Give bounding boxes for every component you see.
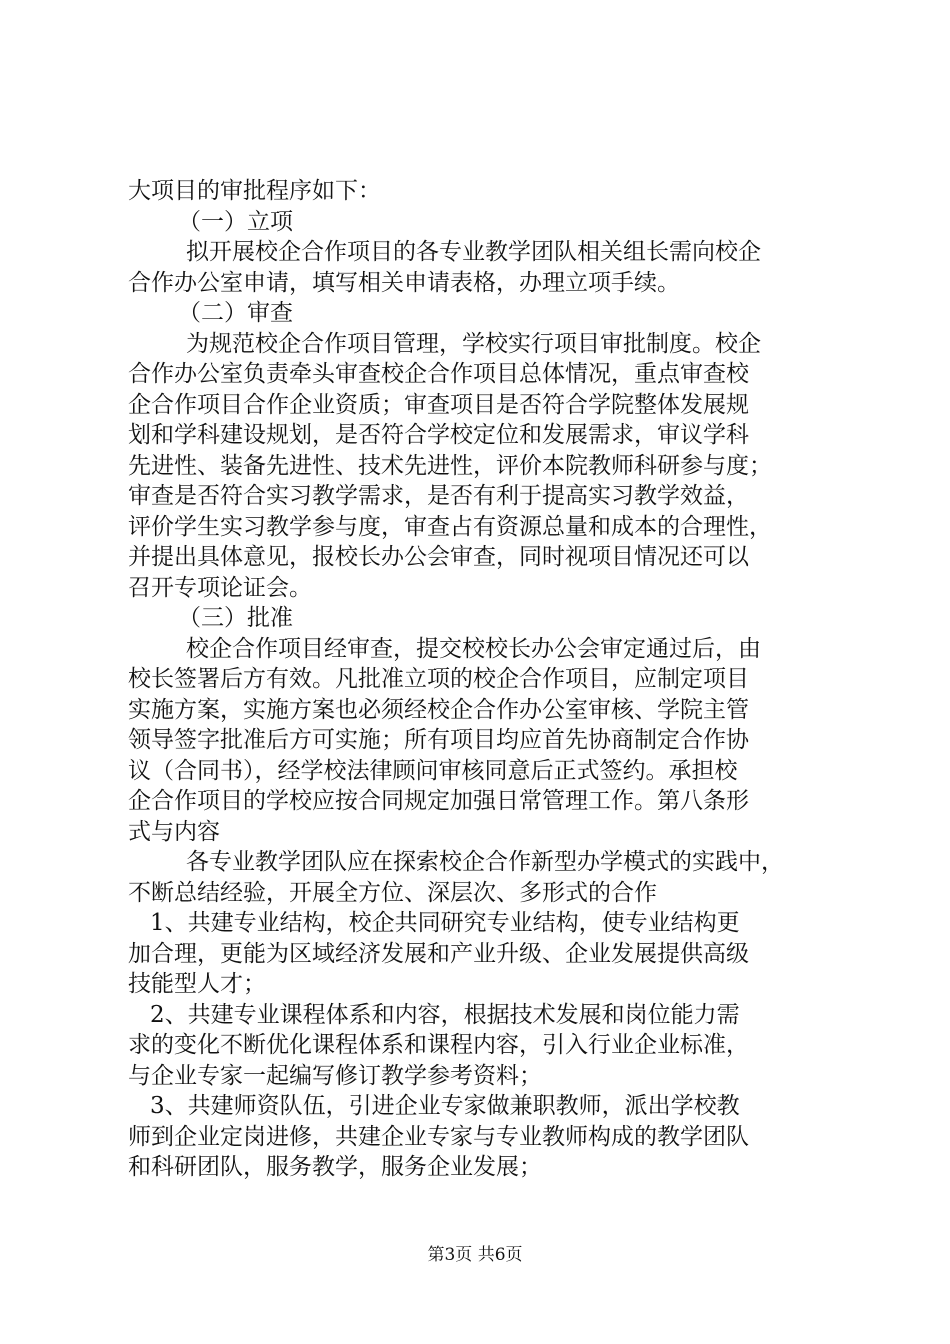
- text-line: 划和学科建设规划，是否符合学校定位和发展需求，审议学科: [128, 422, 749, 448]
- text-line: 加合理，更能为区域经济发展和产业升级、企业发展提供高级: [128, 940, 749, 967]
- text-line: 和科研团队，服务教学，服务企业发展；: [128, 1154, 542, 1180]
- text-line: 校企合作项目经审查，提交校校长办公会审定通过后，由: [186, 635, 761, 662]
- text-line: （一）立项: [178, 208, 293, 235]
- text-line: 并提出具体意见，报校长办公会审查，同时视项目情况还可以: [128, 544, 749, 570]
- text-line: 先进性、装备先进性、技术先进性，评价本院教师科研参与度；: [128, 452, 772, 479]
- text-line: 为规范校企合作项目管理，学校实行项目审批制度。校企: [186, 330, 761, 357]
- text-line: 1、共建专业结构，校企共同研究专业结构，使专业结构更: [150, 910, 740, 936]
- text-line: （三）批准: [178, 605, 293, 631]
- text-line: 式与内容: [128, 818, 220, 845]
- page-footer: 第3页 共6页: [427, 1245, 523, 1265]
- text-line: 2、共建专业课程体系和内容，根据技术发展和岗位能力需: [150, 1001, 740, 1028]
- text-line: 求的变化不断优化课程体系和课程内容，引入行业企业标准，: [128, 1032, 749, 1058]
- text-line: 各专业教学团队应在探索校企合作新型办学模式的实践中，: [186, 849, 784, 875]
- text-line: 拟开展校企合作项目的各专业教学团队相关组长需向校企: [186, 239, 761, 265]
- text-line: 技能型人才；: [128, 971, 266, 997]
- text-line: 领导签字批准后方可实施；所有项目均应首先协商制定合作协: [128, 727, 749, 753]
- text-line: 不断总结经验，开展全方位、深层次、多形式的合作: [128, 879, 657, 906]
- text-line: 师到企业定岗进修，共建企业专家与专业教师构成的教学团队: [128, 1123, 749, 1150]
- text-line: 企合作项目的学校应按合同规定加强日常管理工作。第八条形: [128, 788, 749, 814]
- document-body: [128, 176, 828, 1183]
- text-line: 大项目的审批程序如下：: [128, 178, 381, 204]
- text-line: （二）审查: [178, 300, 293, 326]
- text-line: 审查是否符合实习教学需求，是否有利于提高实习教学效益，: [128, 483, 749, 509]
- text-line: 合作办公室负责牵头审查校企合作项目总体情况，重点审查校: [128, 361, 749, 387]
- text-line: 合作办公室申请，填写相关申请表格，办理立项手续。: [128, 269, 680, 296]
- text-line: 评价学生实习教学参与度，审查占有资源总量和成本的合理性，: [128, 513, 772, 540]
- text-line: 3、共建师资队伍，引进企业专家做兼职教师，派出学校教: [150, 1093, 740, 1119]
- text-line: 召开专项论证会。: [128, 574, 312, 601]
- text-line: 企合作项目合作企业资质；审查项目是否符合学院整体发展规: [128, 391, 749, 418]
- text-line: 议（合同书），经学校法律顾问审核同意后正式签约。承担校: [128, 757, 738, 784]
- text-line: 实施方案，实施方案也必须经校企合作办公室审核、学院主管: [128, 696, 749, 723]
- text-line: 与企业专家一起编写修订教学参考资料；: [128, 1062, 542, 1089]
- text-line: 校长签署后方有效。凡批准立项的校企合作项目，应制定项目: [128, 666, 749, 692]
